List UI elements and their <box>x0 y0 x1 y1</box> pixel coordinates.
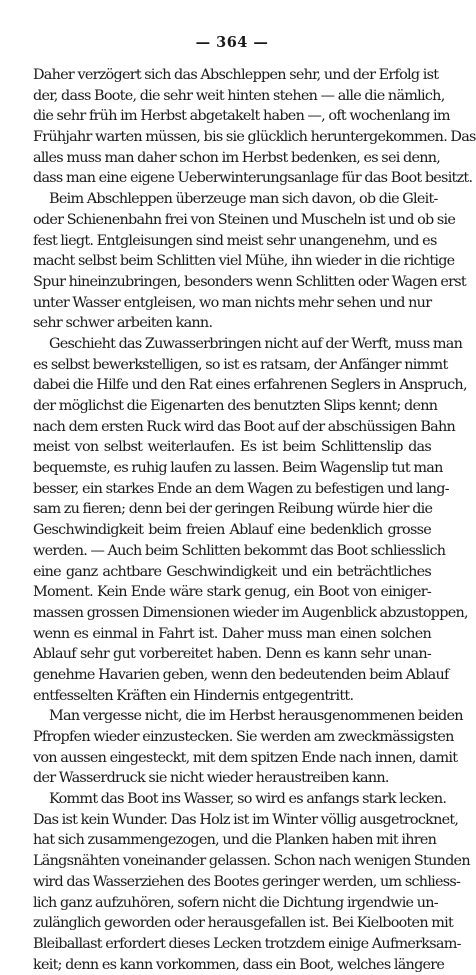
text-line: Man vergesse nicht, die im Herbst herausgenommenen beiden <box>49 708 463 725</box>
text-line: lich ganz aufzuhören, sofern nicht die Dichtung irgendwie un- <box>33 894 438 911</box>
text-line: nach dem ersten Ruck wird das Boot auf der abschüssigen Bahn <box>33 418 456 435</box>
text-line: unter Wasser entgleisen, wo man nichts mehr sehen und nur <box>33 294 432 311</box>
text-line: Bleiballast erfordert dieses Lecken trotzdem einige Aufmerksam- <box>33 935 461 952</box>
text-line: massen grossen Dimensionen wieder im Augenblick abzustoppen, <box>33 604 468 621</box>
text-line: hat sich zusammengezogen, und die Planken haben mit ihren <box>33 832 437 849</box>
text-line: Kommt das Boot ins Wasser, so wird es anfangs stark lecken. <box>49 791 447 808</box>
text-line: Spur hineinzubringen, besonders wenn Schlitten oder Wagen erst <box>33 273 466 290</box>
text-line: sam zu fieren; denn bei der geringen Reibung würde hier die <box>33 501 433 518</box>
page-number: — 364 — <box>195 34 269 51</box>
text-line: von aussen eingesteckt, mit dem spitzen Ende nach innen, damit <box>33 749 458 766</box>
text-line: Das ist kein Wunder. Das Holz ist im Winter völlig ausgetrocknet, <box>33 811 459 828</box>
text-line: Beim Abschleppen überzeuge man sich davon, ob die Gleit- <box>49 191 438 208</box>
text-line: oder Schienenbahn frei von Steinen und Muscheln ist und ob sie <box>33 211 456 228</box>
body-text <box>33 65 476 975</box>
text-line: der Wasserdruck sie nicht wieder heraustreiben kann. <box>33 770 389 787</box>
text-line: dass man eine eigene Ueberwinterungsanlage für das Boot besitzt. <box>33 170 473 187</box>
text-line: Pfropfen wieder einzustecken. Sie werden am zweckmässigsten <box>33 729 454 745</box>
text-line: die sehr früh im Herbst abgetakelt haben —, oft wochenlang im <box>33 108 450 125</box>
text-line: Moment. Kein Ende wäre stark genug, ein Boot von einiger- <box>33 584 431 601</box>
text-line: der, dass Boote, die sehr weit hinten stehen — alle die nämlich, <box>33 87 445 104</box>
text-line: entfesselten Kräften ein Hindernis entgegentritt. <box>33 687 354 704</box>
text-line: dabei die Hilfe und den Rat eines erfahrenen Seglers in Anspruch, <box>33 377 467 394</box>
text-line: es selbst bewerkstelligen, so ist es ratsam, der Anfänger nimmt <box>33 356 448 373</box>
text-line: Geschieht das Zuwasserbringen nicht auf der Werft, muss man <box>49 335 463 352</box>
text-line: bequemste, es ruhig laufen zu lassen. Beim Wagenslip tut man <box>33 460 443 477</box>
text-line: Geschwindigkeit beim freien Ablauf eine bedenklich grosse <box>33 522 431 539</box>
text-line: alles muss man daher schon im Herbst bedenken, es sei denn, <box>33 149 441 166</box>
text-line: Frühjahr warten müssen, bis sie glücklich heruntergekommen. Das <box>33 129 476 146</box>
text-line: fest liegt. Entgleisungen sind meist sehr unangenehm, und es <box>33 232 437 249</box>
text-line: Daher verzögert sich das Abschleppen sehr, und der Erfolg ist <box>33 67 439 83</box>
text-line: besser, ein starkes Ende an dem Wagen zu befestigen und lang- <box>33 480 449 497</box>
text-line: werden. — Auch beim Schlitten bekommt das Boot schliesslich <box>33 542 446 559</box>
text-line: zulänglich geworden oder herausgefallen ist. Bei Kielbooten mit <box>33 915 454 932</box>
text-line: Ablauf sehr gut vorbereitet haben. Denn es kann sehr unan- <box>33 646 431 663</box>
text-line: wird das Wasserziehen des Bootes geringer werden, um schliess- <box>33 873 461 890</box>
text-line: der möglichst die Eigenarten des benutzten Slips kennt; denn <box>33 398 438 414</box>
text-line: genehme Havarien geben, wenn den bedeutenden beim Ablauf <box>33 666 449 683</box>
text-line: keit; denn es kann vorkommen, dass ein Boot, welches längere <box>33 956 445 973</box>
text-line: Längsnähten voneinander gelassen. Schon nach wenigen Stunden <box>33 853 470 870</box>
text-line: wenn es einmal in Fahrt ist. Daher muss man einen solchen <box>33 625 431 642</box>
text-line: eine ganz achtbare Geschwindigkeit und ein beträchtliches <box>33 563 431 580</box>
text-line: sehr schwer arbeiten kann. <box>33 315 213 332</box>
text-line: meist von selbst weiterlaufen. Es ist beim Schlittenslip das <box>33 439 431 456</box>
text-line: macht selbst beim Schlitten viel Mühe, ihn wieder in die richtige <box>33 253 455 270</box>
